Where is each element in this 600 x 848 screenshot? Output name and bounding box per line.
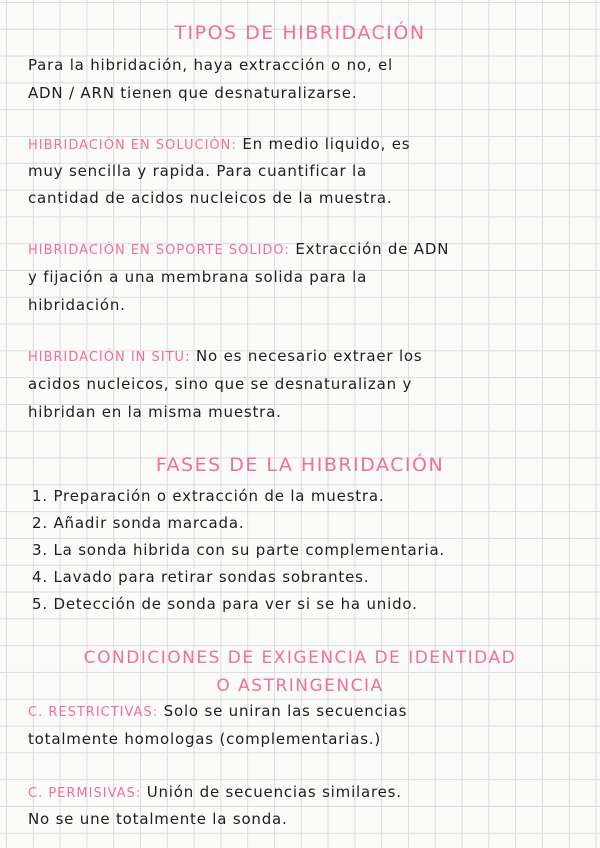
situ-text-2: acidos nucleicos, sino que se desnaturalizan y xyxy=(28,375,413,393)
fase-item-3: 3. La sonda hibrida con su parte complementaria. xyxy=(32,541,446,559)
restrictivas-text-2: totalmente homologas (complementarias.) xyxy=(28,730,382,748)
intro-line-1: Para la hibridación, haya extracción o no, el xyxy=(28,56,393,74)
soporte-text-2: y fijación a una membrana solida para la xyxy=(28,268,368,286)
fase-item-1: 1. Preparación o extracción de la muestra. xyxy=(32,487,385,505)
situ-label: HIBRIDACIÓN IN SITU: xyxy=(28,350,191,365)
fase-item-2: 2. Añadir sonda marcada. xyxy=(32,514,245,532)
situ-text-1: No es necesario extraer los xyxy=(190,347,423,365)
permisivas-label: C. PERMISIVAS: xyxy=(28,786,142,801)
soporte-label: HIBRIDACIÓN EN SOPORTE SOLIDO: xyxy=(28,243,290,258)
soporte-text-1: Extracción de ADN xyxy=(289,240,450,258)
soporte-paragraph-line-1 xyxy=(28,240,449,258)
solucion-paragraph-line-1 xyxy=(28,135,410,153)
soporte-text-3: hibridación. xyxy=(28,296,126,314)
solucion-text-1: En medio liquido, es xyxy=(236,135,411,153)
permisivas-text-2: No se une totalmente la sonda. xyxy=(28,810,288,828)
solucion-text-3: cantidad de acidos nucleicos de la muestra. xyxy=(28,189,393,207)
title-fases: FASES DE LA HIBRIDACIÓN xyxy=(155,454,445,476)
permisivas-paragraph-line-1 xyxy=(28,783,402,801)
intro-line-2: ADN / ARN tienen que desnaturalizarse. xyxy=(28,84,358,102)
situ-text-3: hibridan en la misma muestra. xyxy=(28,403,282,421)
restrictivas-label: C. RESTRICTIVAS: xyxy=(28,705,159,720)
restrictivas-text-1: Solo se uniran las secuencias xyxy=(158,702,408,720)
restrictivas-paragraph-line-1 xyxy=(28,702,407,720)
solucion-text-2: muy sencilla y rapida. Para cuantificar la xyxy=(28,162,367,180)
title-tipos: TIPOS DE HIBRIDACIÓN xyxy=(174,22,426,44)
title-condiciones-2: O ASTRINGENCIA xyxy=(216,676,384,696)
solucion-label: HIBRIDACIÓN EN SOLUCIÓN: xyxy=(28,138,237,153)
title-condiciones-1: CONDICIONES DE EXIGENCIA DE IDENTIDAD xyxy=(83,648,517,668)
situ-paragraph-line-1 xyxy=(28,347,423,365)
permisivas-text-1: Unión de secuencias similares. xyxy=(141,783,402,801)
fase-item-5: 5. Detección de sonda para ver si se ha unido. xyxy=(32,595,418,613)
fase-item-4: 4. Lavado para retirar sondas sobrantes. xyxy=(32,568,370,586)
